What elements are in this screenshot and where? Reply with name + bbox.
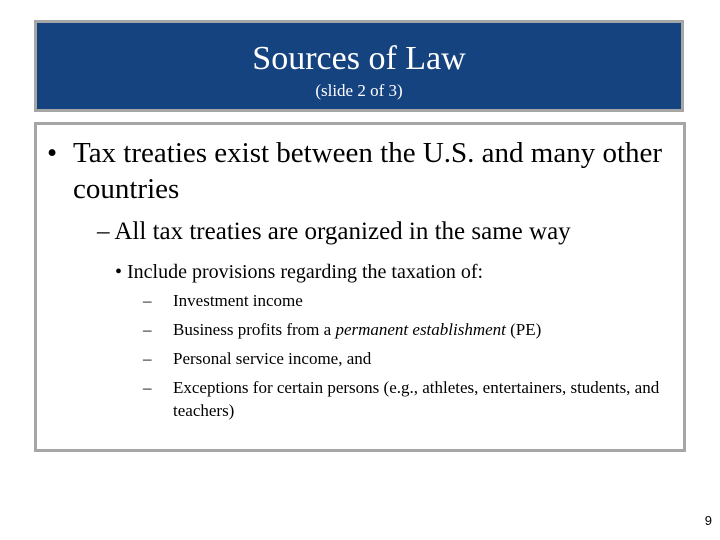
slide-subtitle: (slide 2 of 3) xyxy=(315,81,403,100)
provisions-list xyxy=(143,289,663,428)
bullet-dot-icon: • xyxy=(115,261,123,283)
bullet-level2 xyxy=(97,217,571,247)
list-item-text-after: (PE) xyxy=(505,320,542,339)
list-item xyxy=(143,347,663,370)
list-item xyxy=(143,376,663,422)
bullet-level1 xyxy=(47,135,667,207)
dash-icon: – xyxy=(143,378,152,397)
list-item xyxy=(143,289,663,312)
list-item xyxy=(143,318,663,341)
bullet-level1-text: Tax treaties exist between the U.S. and many other countries xyxy=(73,137,663,205)
bullet-level3 xyxy=(115,259,483,285)
bullet-dot-icon: • xyxy=(47,137,58,169)
dash-icon: – xyxy=(97,218,110,245)
title-banner xyxy=(34,20,684,112)
bullet-level3-text: Include provisions regarding the taxation of: xyxy=(127,261,484,283)
bullet-level2-text: All tax treaties are organized in the same way xyxy=(114,218,571,245)
list-item-emphasis: permanent establishment xyxy=(335,320,506,339)
page-number: 9 xyxy=(704,513,712,528)
list-item-text: Personal service income, and xyxy=(173,349,372,368)
dash-icon: – xyxy=(143,291,152,310)
slide-title: Sources of Law xyxy=(252,40,466,77)
dash-icon: – xyxy=(143,349,152,368)
list-item-text: Business profits from a xyxy=(173,320,336,339)
list-item-text: Investment income xyxy=(173,291,303,310)
list-item-text: Exceptions for certain persons (e.g., athletes, entertainers, students, and teachers) xyxy=(173,378,660,420)
dash-icon: – xyxy=(143,320,152,339)
content-panel xyxy=(34,122,686,452)
